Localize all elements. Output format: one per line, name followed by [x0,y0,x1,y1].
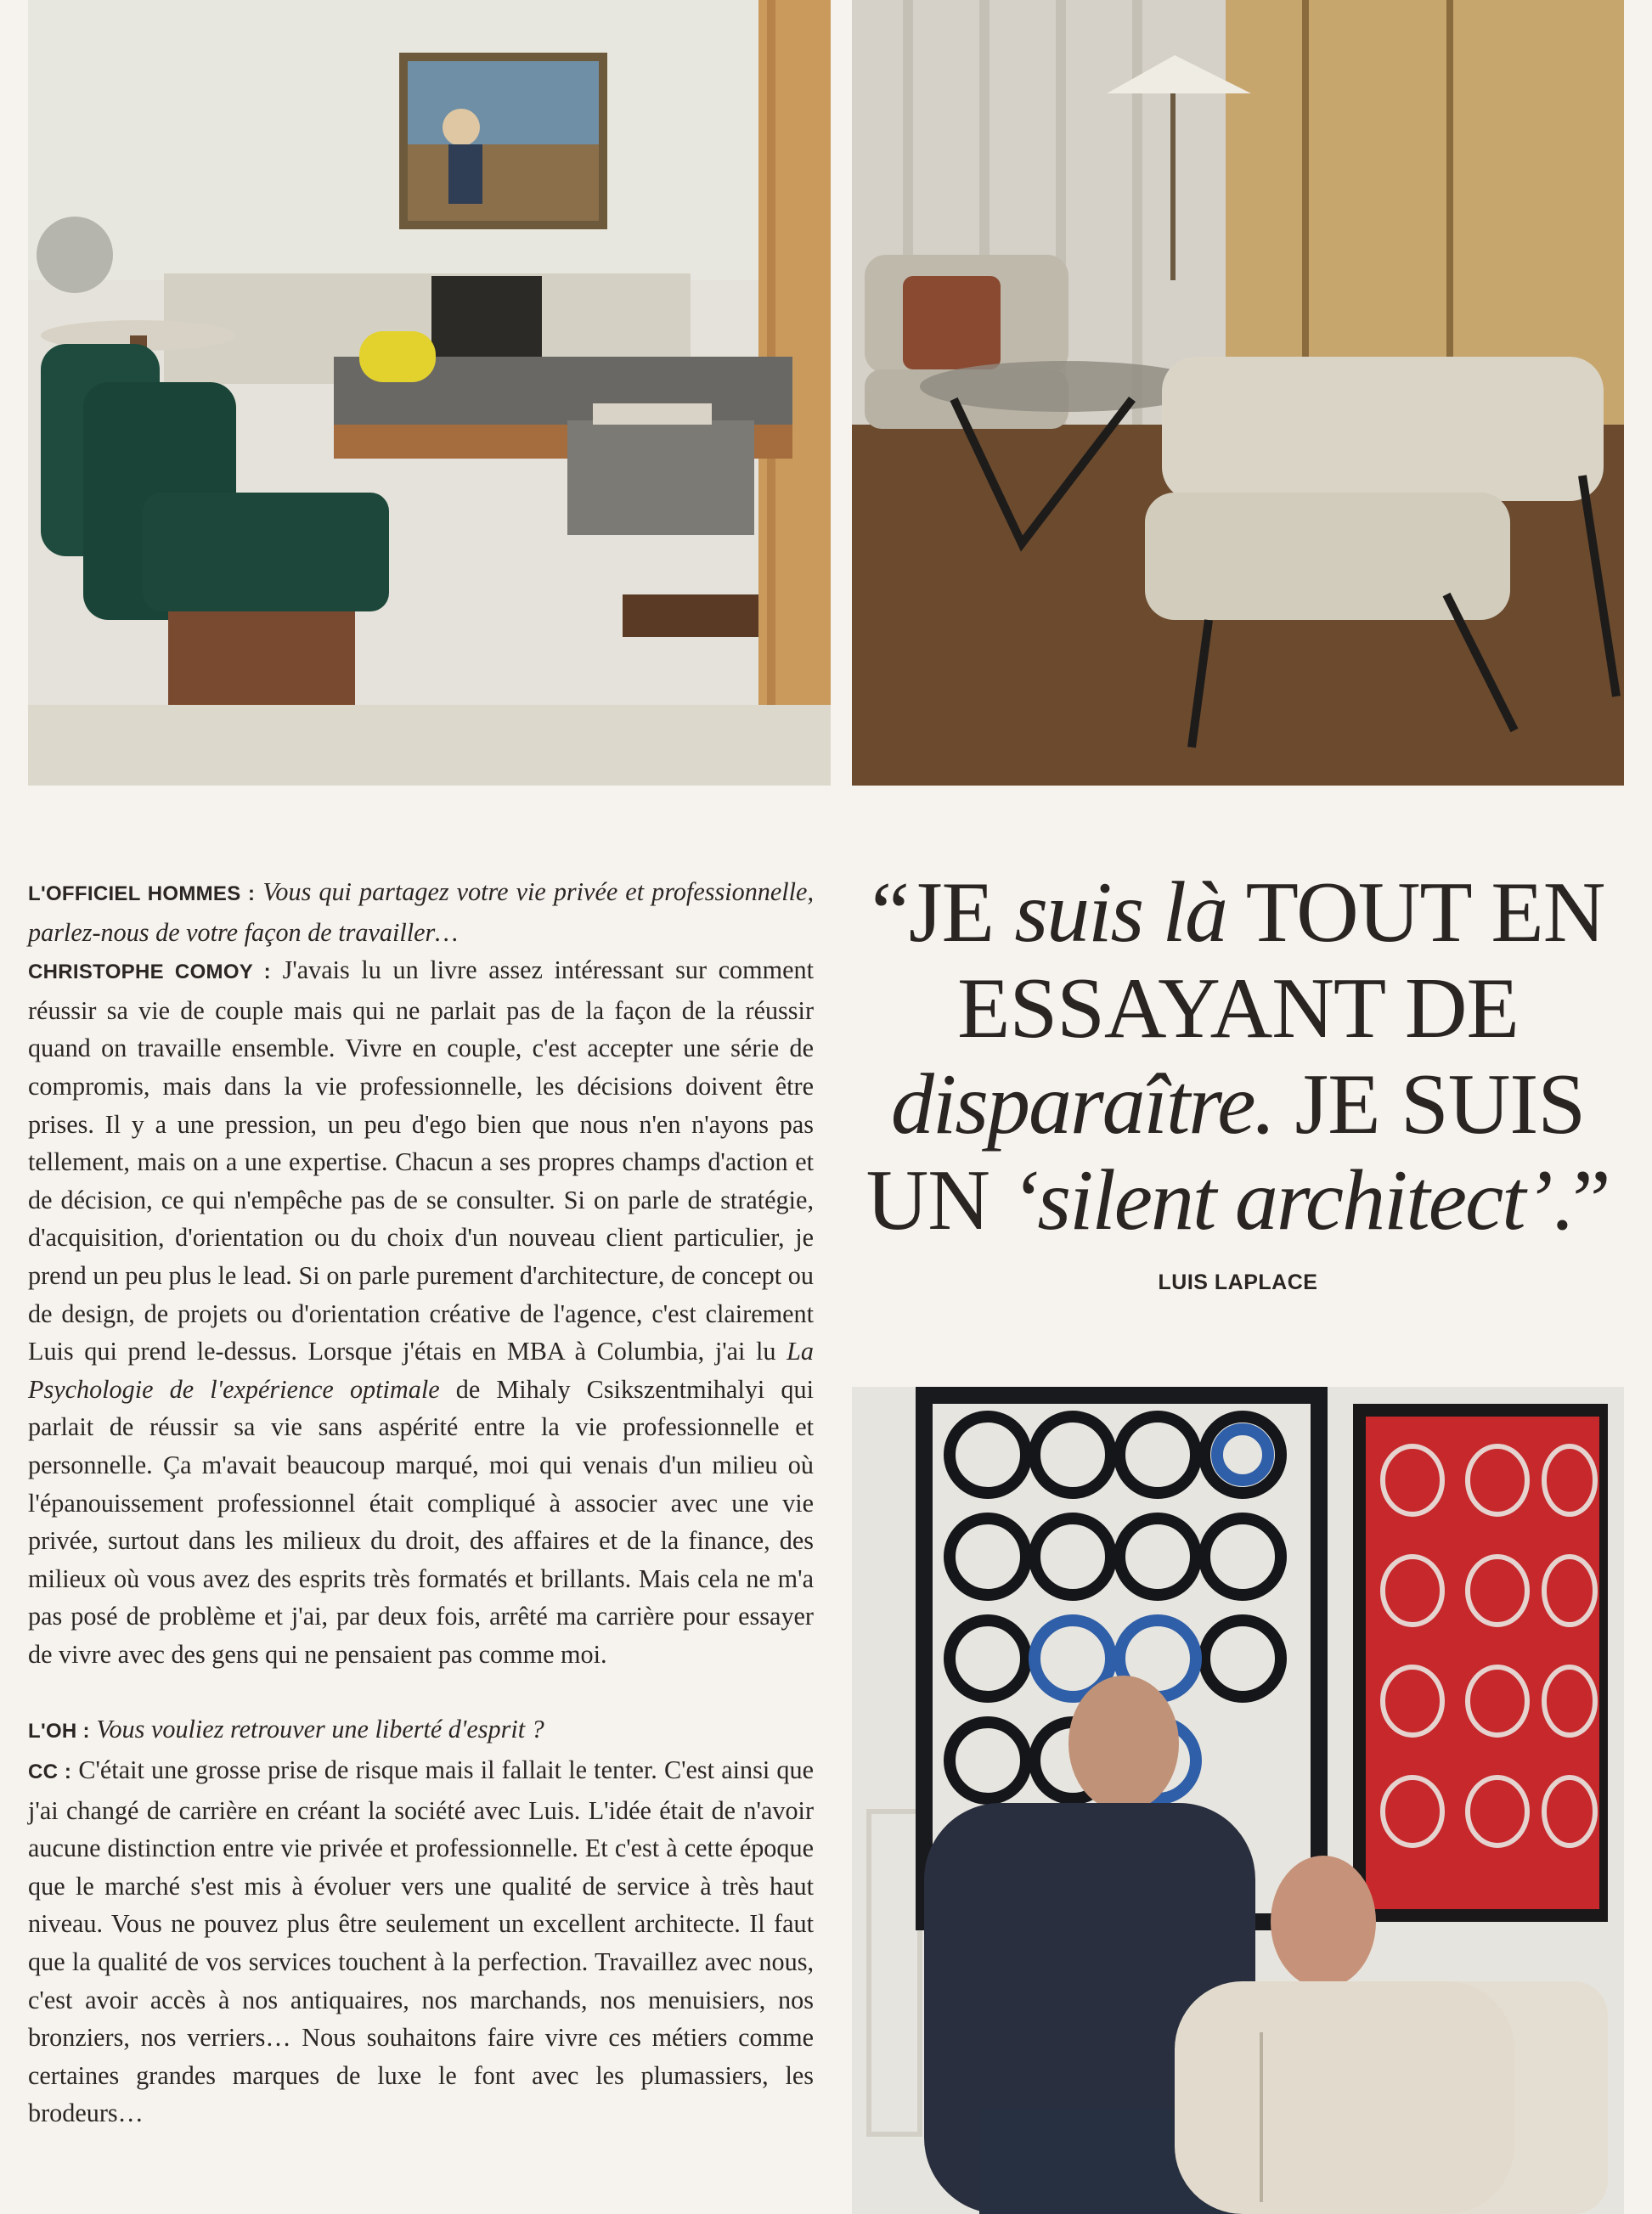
speaker-label: CC : [28,1760,72,1784]
interview-block-2 [28,1710,814,2132]
pull-quote-part: TOUT EN ESSAYANT DE [957,865,1605,1056]
book-title: La Psychologie de l'expérience optimale [28,1337,815,1404]
portrait-photo [852,1387,1624,2214]
pull-quote-part: “JE [871,865,1015,961]
answer-text: C'était une grosse prise de risque mais il fallait le tenter. C'est ainsi que j'ai changé de carrière en créant la société avec Luis. L'idée était de n'avoir aucune distinction entre vie privée et professionnelle. Et c'est à cette époque que le marché s'est mis à évoluer vers une qualité de service à très haut niveau. Vous ne pouvez plus être seulement un excellent architecte. Il faut que la qualité de vos services touchent à la perfection. Travaillez avec nous, c'est avoir accès à nos antiquaires, nos marchands, nos menuisiers, nos bronziers, nos verriers… Nous souhaitons faire vivre ces métiers comme certaines grandes marques de luxe le font avec les plumassiers, les brodeurs… [28,1755,814,2128]
pull-quote-part: JE SUIS UN [865,1056,1586,1248]
pull-quote-italic: suis là [1014,865,1226,961]
pull-quote-part: .” [1551,1152,1610,1248]
pull-quote-italic: disparaître. [890,1056,1274,1152]
pull-quote [852,865,1624,1248]
speaker-label: L'OFFICIEL HOMMES : [28,882,256,905]
pull-quote-block [852,865,1624,1295]
living-room-photo [28,0,831,786]
lounge-chairs-photo [852,0,1624,786]
speaker-label: L'OH : [28,1720,90,1744]
interview-block-1 [28,873,814,1673]
question-text: Vous qui partagez votre vie privée et professionnelle, parlez-nous de votre façon de travailler… [28,877,814,947]
pull-quote-italic: ‘silent architect’ [1010,1152,1552,1248]
speaker-label: CHRISTOPHE COMOY : [28,961,271,984]
answer-text: J'avais lu un livre assez intéressant sur comment réussir sa vie de couple mais qui ne parlait pas de la façon de la réussir quand on travaille ensemble. Vivre en couple, c'est accepter une série de compromis, mais dans la vie professionnelle, les décisions doivent être prises. Il y a une pression, un peu d'ego bien que nous n'en n'ayons pas tellement, mais on a une expertise. Chacun a ses propres champs d'action et de décision, ce qui n'empêche pas de se consulter. Si on parle de stratégie, d'acquisition, d'orientation ou du choix d'un nouveau client particulier, je prend un peu plus le lead. Si on parle purement d'architecture, de concept ou de design, de projets ou d'orientation créative de l'agence, c'est clairement Luis qui prend le-dessus. Lorsque j'étais en MBA à Columbia, j'ai lu [28,955,814,1366]
answer-text: de Mihaly Csikszentmihalyi qui parlait de réussir sa vie sans aspérité entre la vie professionnelle et personnelle. Ça m'avait beaucoup marqué, moi qui venais d'un milieu où l'épanouissement professionnel était compliqué à associer avec une vie privée, surtout dans les milieux du droit, des affaires et de la finance, des milieux où vous avez des esprits très formatés et brillants. Mais cela ne m'a pas posé de problème et j'ai, par deux fois, arrêté ma carrière pour essayer de vivre avec des gens qui ne pensaient pas comme moi. [28,1374,814,1669]
question-text: Vous vouliez retrouver une liberté d'esprit ? [96,1715,544,1744]
article-body [28,873,814,2132]
pull-quote-credit: LUIS LAPLACE [1158,1270,1318,1294]
